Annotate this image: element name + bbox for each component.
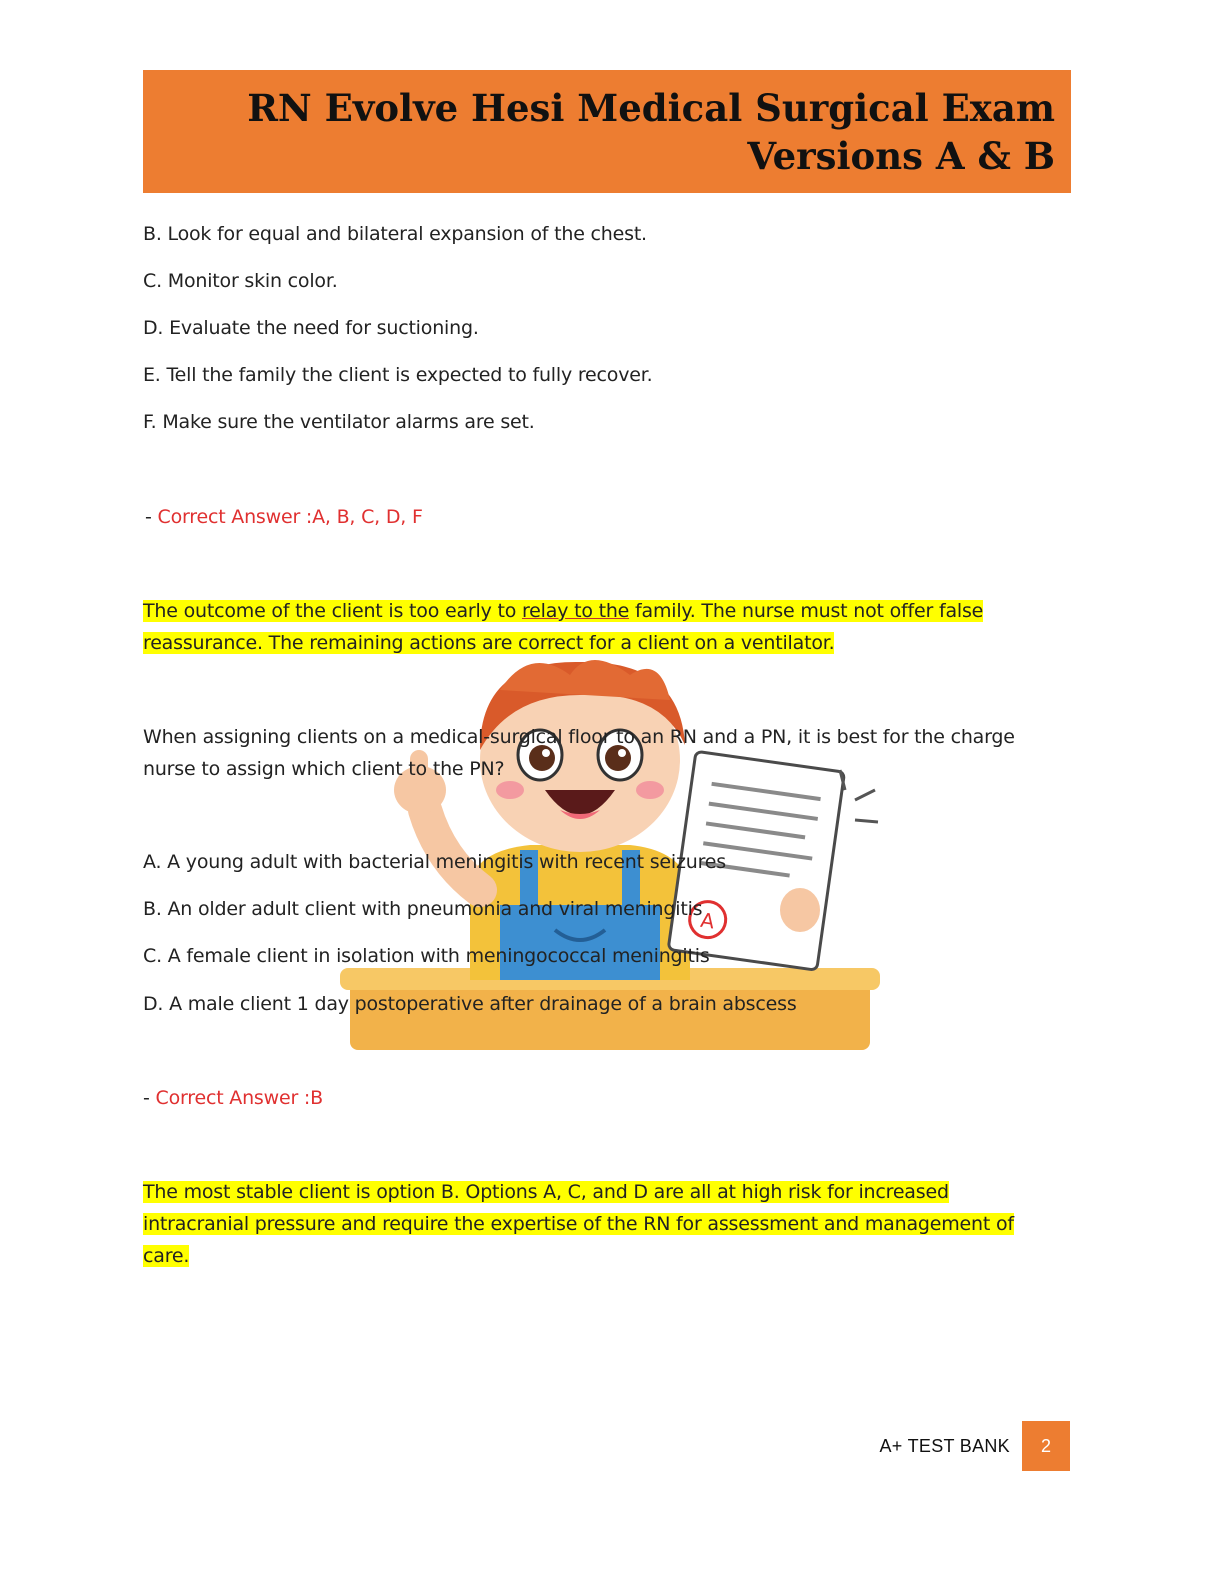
q1-rationale-line-2-text: reassurance. The remaining actions are correct for a client on a ventilator. [143, 632, 835, 654]
q1-correct-answer [145, 501, 423, 533]
page-header [143, 70, 1071, 193]
q2-option-b: B. An older adult client with pneumonia and viral meningitis [143, 898, 703, 920]
footer-label: A+ TEST BANK [879, 1435, 1010, 1456]
header-title-line-1: RN Evolve Hesi Medical Surgical Exam [247, 86, 1055, 130]
header-title-line-2: Versions A & B [747, 134, 1055, 178]
q2-option-c: C. A female client in isolation with meningococcal meningitis [143, 945, 710, 967]
q2-rationale-line-2 [143, 1208, 1014, 1240]
q1-option-c: C. Monitor skin color. [143, 270, 338, 292]
q2-answer-text: Correct Answer :B [155, 1087, 323, 1109]
q2-rationale-line-2-text: intracranial pressure and require the expertise of the RN for assessment and management of [143, 1213, 1014, 1235]
q1-answer-text: Correct Answer :A, B, C, D, F [157, 506, 423, 528]
q1-rationale-part-c: family. The nurse must not offer false [629, 600, 984, 622]
q2-correct-answer [143, 1082, 323, 1114]
q2-option-d: D. A male client 1 day postoperative after drainage of a brain abscess [143, 993, 797, 1015]
q1-rationale-line-2 [143, 627, 834, 659]
q2-stem-line-2: nurse to assign which client to the PN? [143, 758, 505, 780]
page-number: 2 [1022, 1421, 1070, 1471]
q1-option-b: B. Look for equal and bilateral expansion of the chest. [143, 223, 647, 245]
page-footer [880, 1421, 1071, 1471]
paper-grade: A [699, 907, 716, 934]
q2-rationale-line-1-text: The most stable client is option B. Options A, C, and D are all at high risk for increased [143, 1181, 949, 1203]
q2-rationale-line-3 [143, 1240, 189, 1272]
q2-rationale-line-3-text: care. [143, 1245, 190, 1267]
q1-option-f: F. Make sure the ventilator alarms are set. [143, 411, 535, 433]
q1-option-e: E. Tell the family the client is expected to fully recover. [143, 364, 653, 386]
q1-rationale-part-b: relay to the [521, 600, 630, 622]
q1-rationale-part-a: The outcome of the client is too early to [143, 600, 522, 622]
q2-stem-line-1: When assigning clients on a medical-surgical floor to an RN and a PN, it is best for the charge [143, 726, 1015, 748]
q2-answer-prefix: - [143, 1087, 156, 1109]
q2-option-a: A. A young adult with bacterial meningitis with recent seizures [143, 851, 726, 873]
q1-option-d: D. Evaluate the need for suctioning. [143, 317, 479, 339]
q1-answer-prefix: - [145, 506, 158, 528]
q2-rationale-line-1 [143, 1176, 949, 1208]
q1-rationale-line-1 [143, 595, 983, 627]
